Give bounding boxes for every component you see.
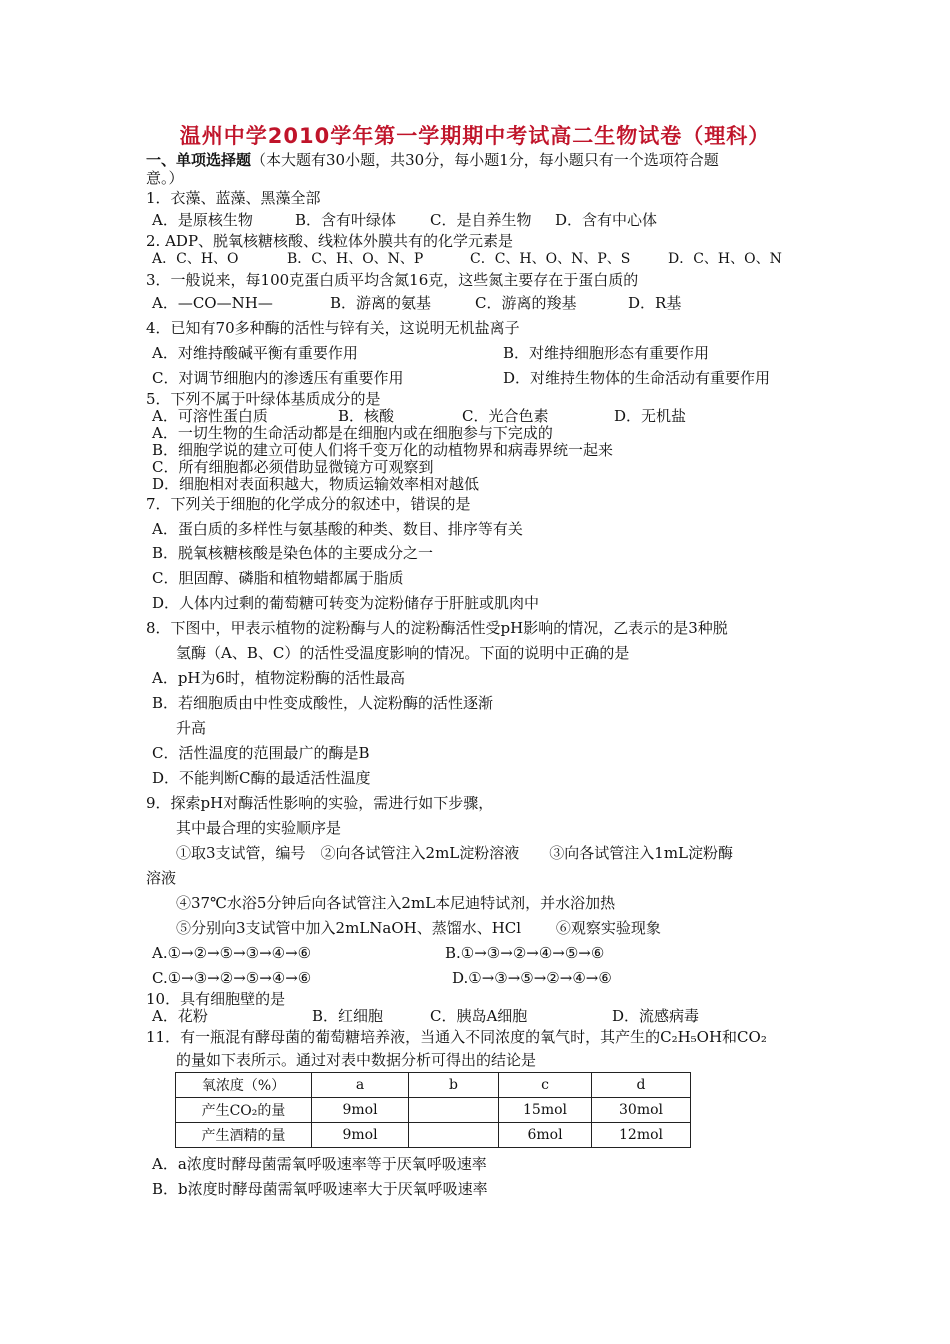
q11-stem: 11．有一瓶混有酵母菌的葡萄糖培养液，当通入不同浓度的氧气时，其产生的C₂H₅OH和CO₂ bbox=[146, 1028, 767, 1046]
q6-option-b: B．细胞学说的建立可使人们将千变万化的动植物界和病毒界统一起来 bbox=[152, 441, 614, 459]
table-cell: 产生CO₂的量 bbox=[176, 1098, 312, 1123]
section-note-cont: 意。） bbox=[146, 169, 184, 187]
q9-stem: 9．探索pH对酶活性影响的实验，需进行如下步骤， bbox=[146, 794, 494, 812]
table-cell: 产生酒精的量 bbox=[176, 1123, 312, 1148]
q11-option-b: B．b浓度时酵母菌需氧呼吸速率大于厌氧呼吸速率 bbox=[152, 1180, 488, 1198]
q5-option-c: C．光合色素 bbox=[462, 407, 549, 425]
q1-option-a: A．是原核生物 bbox=[152, 211, 253, 229]
q10-option-c: C．胰岛A细胞 bbox=[430, 1007, 528, 1025]
q6-option-d: D．细胞相对表面积越大，物质运输效率相对越低 bbox=[152, 475, 480, 493]
q10-stem: 10．具有细胞壁的是 bbox=[146, 990, 286, 1008]
q4-option-d: D．对维持生物体的生命活动有重要作用 bbox=[503, 369, 771, 387]
q8-option-c: C．活性温度的范围最广的酶是B bbox=[152, 744, 370, 762]
q9-option-b: B.①→③→②→④→⑤→⑥ bbox=[445, 944, 605, 962]
q7-option-d: D．人体内过剩的葡萄糖可转变为淀粉储存于肝脏或肌肉中 bbox=[152, 594, 540, 612]
q5-option-b: B．核酸 bbox=[338, 407, 395, 425]
q1-option-d: D．含有中心体 bbox=[555, 211, 658, 229]
q10-option-a: A．花粉 bbox=[152, 1007, 208, 1025]
table-row bbox=[176, 1123, 691, 1148]
q11-data-table bbox=[175, 1072, 691, 1148]
table-cell: a bbox=[312, 1073, 409, 1098]
q9-option-c: C.①→③→②→⑤→④→⑥ bbox=[152, 969, 312, 987]
q2-option-c: C．C、H、O、N、P、S bbox=[470, 251, 631, 267]
q3-stem: 3．一般说来，每100克蛋白质平均含氮16克，这些氮主要存在于蛋白质的 bbox=[146, 271, 639, 289]
q3-option-c: C．游离的羧基 bbox=[475, 294, 577, 312]
table-cell: 6mol bbox=[499, 1123, 592, 1148]
q4-option-c: C．对调节细胞内的渗透压有重要作用 bbox=[152, 369, 404, 387]
table-cell: d bbox=[592, 1073, 691, 1098]
q2-option-a: A．C、H、O bbox=[152, 251, 239, 267]
q9-steps-1-cont: 溶液 bbox=[146, 869, 177, 887]
q3-option-a: A．—CO—NH— bbox=[152, 294, 273, 312]
table-cell bbox=[409, 1123, 499, 1148]
q1-option-c: C．是自养生物 bbox=[430, 211, 532, 229]
q3-option-d: D．R基 bbox=[628, 294, 682, 312]
section-heading: 一、单项选择题 bbox=[146, 151, 252, 169]
table-header-row bbox=[176, 1073, 691, 1098]
table-cell: 15mol bbox=[499, 1098, 592, 1123]
table-cell bbox=[409, 1098, 499, 1123]
q9-steps-2: ④37℃水浴5分钟后向各试管注入2mL本尼迪特试剂，并水浴加热 bbox=[176, 894, 616, 912]
q7-stem: 7．下列关于细胞的化学成分的叙述中，错误的是 bbox=[146, 495, 471, 513]
q11-option-a: A．a浓度时酵母菌需氧呼吸速率等于厌氧呼吸速率 bbox=[152, 1155, 487, 1173]
table-row bbox=[176, 1098, 691, 1123]
section-header bbox=[146, 150, 719, 170]
q8-stem: 8．下图中，甲表示植物的淀粉酶与人的淀粉酶活性受pH影响的情况，乙表示的是3种脱 bbox=[146, 619, 728, 637]
q4-option-a: A．对维持酸碱平衡有重要作用 bbox=[152, 344, 358, 362]
q10-option-d: D．流感病毒 bbox=[612, 1007, 700, 1025]
q8-option-b: B．若细胞质由中性变成酸性，人淀粉酶的活性逐渐 bbox=[152, 694, 494, 712]
q8-option-d: D．不能判断C酶的最适活性温度 bbox=[152, 769, 371, 787]
table-cell: 9mol bbox=[312, 1098, 409, 1123]
q8-stem-cont: 氢酶（A、B、C）的活性受温度影响的情况。下面的说明中正确的是 bbox=[176, 644, 630, 662]
table-cell: b bbox=[409, 1073, 499, 1098]
exam-title: 温州中学2010学年第一学期期中考试高二生物试卷（理科） bbox=[179, 124, 771, 148]
table-cell: 12mol bbox=[592, 1123, 691, 1148]
table-cell: 氧浓度（%） bbox=[176, 1073, 312, 1098]
table-cell: 9mol bbox=[312, 1123, 409, 1148]
q2-option-b: B．C、H、O、N、P bbox=[287, 251, 424, 267]
q9-option-d: D.①→③→⑤→②→④→⑥ bbox=[452, 969, 612, 987]
q4-stem: 4．已知有70多种酶的活性与锌有关，这说明无机盐离子 bbox=[146, 319, 520, 337]
q11-stem-cont: 的量如下表所示。通过对表中数据分析可得出的结论是 bbox=[176, 1051, 537, 1069]
q2-stem: 2. ADP、脱氧核糖核酸、线粒体外膜共有的化学元素是 bbox=[146, 232, 514, 250]
q8-option-a: A．pH为6时，植物淀粉酶的活性最高 bbox=[152, 669, 406, 687]
q9-steps-1: ①取3支试管，编号 ②向各试管注入2mL淀粉溶液 ③向各试管注入1mL淀粉酶 bbox=[176, 844, 734, 862]
q9-stem-cont: 其中最合理的实验顺序是 bbox=[176, 819, 342, 837]
q5-option-d: D．无机盐 bbox=[614, 407, 687, 425]
q9-steps-3: ⑤分别向3支试管中加入2mLNaOH、蒸馏水、HCl ⑥观察实验现象 bbox=[176, 919, 661, 937]
q5-stem: 5．下列不属于叶绿体基质成分的是 bbox=[146, 390, 381, 408]
q7-option-b: B．脱氧核糖核酸是染色体的主要成分之一 bbox=[152, 544, 434, 562]
q6-option-c: C．所有细胞都必须借助显微镜方可观察到 bbox=[152, 458, 434, 476]
section-note: （本大题有30小题，共30分，每小题1分，每小题只有一个选项符合题 bbox=[251, 151, 719, 169]
q8-option-b-cont: 升高 bbox=[176, 719, 207, 737]
q1-option-b: B．含有叶绿体 bbox=[295, 211, 397, 229]
q10-option-b: B．红细胞 bbox=[312, 1007, 384, 1025]
table-cell: c bbox=[499, 1073, 592, 1098]
q7-option-a: A．蛋白质的多样性与氨基酸的种类、数目、排序等有关 bbox=[152, 520, 523, 538]
q5-option-a: A．可溶性蛋白质 bbox=[152, 407, 268, 425]
q6-option-a: A．一切生物的生命活动都是在细胞内或在细胞参与下完成的 bbox=[152, 424, 553, 442]
q9-option-a: A.①→②→⑤→③→④→⑥ bbox=[152, 944, 312, 962]
q2-option-d: D．C、H、O、N bbox=[668, 251, 782, 267]
q7-option-c: C．胆固醇、磷脂和植物蜡都属于脂质 bbox=[152, 569, 404, 587]
q1-stem: 1．衣藻、蓝藻、黑藻全部 bbox=[146, 189, 321, 207]
table-cell: 30mol bbox=[592, 1098, 691, 1123]
q3-option-b: B．游离的氨基 bbox=[330, 294, 432, 312]
q4-option-b: B．对维持细胞形态有重要作用 bbox=[503, 344, 710, 362]
